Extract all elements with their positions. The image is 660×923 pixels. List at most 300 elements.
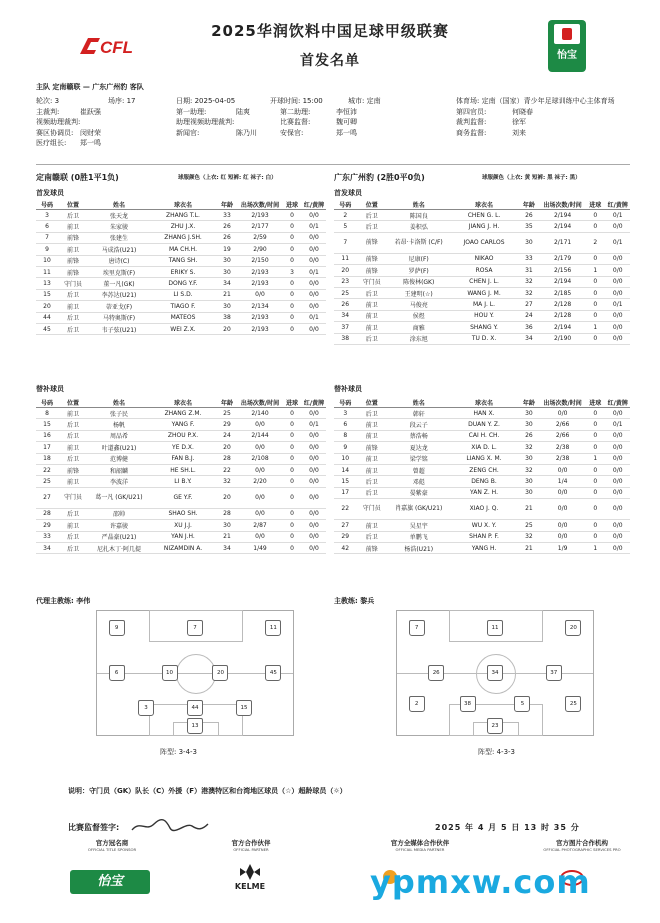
table-cell: 11 <box>36 266 58 277</box>
table-cell: 0 <box>282 542 302 553</box>
official-role: 商务监督: <box>456 128 487 137</box>
official-name: 闵财荣 <box>80 128 101 137</box>
table-cell: 陈国良 <box>387 210 450 221</box>
table-cell: 7 <box>334 232 356 253</box>
pitch-center-circle <box>176 654 216 694</box>
official-role: 第一助理: <box>176 107 207 116</box>
table-cell: YE D.X. <box>150 442 216 453</box>
table-cell: 侯煜 <box>387 310 450 321</box>
table-cell: 0/0 <box>540 531 585 542</box>
table-cell: 0/0 <box>605 464 630 475</box>
column-header: 进球 <box>282 398 302 408</box>
home-coach: 代理主教练: 李伟 <box>36 597 91 605</box>
player-shirt-icon: 10 <box>162 665 178 681</box>
column-header: 位置 <box>356 200 387 210</box>
table-cell: 13 <box>36 278 58 289</box>
table-cell: 2/128 <box>540 310 585 321</box>
table-row <box>36 278 326 289</box>
table-row <box>36 531 326 542</box>
table-cell: 0/0 <box>302 442 326 453</box>
table-cell: 0 <box>282 531 302 542</box>
away-starters-label: 首发球员 <box>334 189 362 197</box>
table-cell: 0/0 <box>605 333 630 344</box>
table-cell: 2/90 <box>238 244 282 255</box>
table-cell: 29 <box>334 531 356 542</box>
table-cell: 2 <box>585 232 605 253</box>
table-cell: 李波洋 <box>88 476 150 487</box>
table-cell: 前锋 <box>356 265 387 276</box>
home-lineup-pitch <box>96 610 294 736</box>
table-cell: 0/0 <box>605 276 630 287</box>
table-cell: 26 <box>216 221 238 232</box>
table-cell: 10 <box>334 453 356 464</box>
match-date: 日期: 2025-04-05 <box>176 97 236 105</box>
table-cell: 和韶麟 <box>88 464 150 475</box>
player-shirt-icon: 5 <box>514 696 530 712</box>
table-cell: WEI Z.X. <box>150 323 216 334</box>
table-cell: 11 <box>334 253 356 264</box>
table-cell: 25 <box>334 287 356 298</box>
column-header: 进球 <box>585 200 605 210</box>
table-cell: 后卫 <box>58 508 88 519</box>
table-row <box>334 210 630 221</box>
table-cell: 埃里克斯(F) <box>88 266 150 277</box>
table-cell: 后卫 <box>356 487 387 498</box>
city: 城市: 定南 <box>348 97 381 105</box>
table-cell: 0 <box>585 476 605 487</box>
sponsor-partner <box>196 838 306 852</box>
table-cell: 前卫 <box>356 464 387 475</box>
table-cell: 28 <box>216 508 238 519</box>
table-cell: 0/0 <box>302 487 326 508</box>
table-cell: 邓彪 <box>387 476 450 487</box>
table-cell: 0/0 <box>605 408 630 419</box>
column-header: 进球 <box>282 200 302 210</box>
table-cell: DUAN Y. Z. <box>450 419 517 430</box>
table-cell: 20 <box>216 323 238 334</box>
table-cell: 0 <box>282 255 302 266</box>
column-header: 球衣名 <box>450 398 517 408</box>
away-subs-label: 替补球员 <box>334 385 362 393</box>
column-header: 球衣名 <box>150 398 216 408</box>
table-cell: 严晶豪(U21) <box>88 531 150 542</box>
table-row <box>334 322 630 333</box>
player-shirt-icon: 20 <box>212 665 228 681</box>
table-cell: 前卫 <box>58 221 88 232</box>
table-cell: 0/0 <box>605 253 630 264</box>
player-shirt-icon: 37 <box>546 665 562 681</box>
table-cell: 0/0 <box>238 419 282 430</box>
table-cell: 2/193 <box>238 278 282 289</box>
table-cell: 0 <box>282 289 302 300</box>
table-cell: TANG SH. <box>150 255 216 266</box>
table-cell: 2/193 <box>238 266 282 277</box>
table-row <box>334 542 630 553</box>
table-cell: 0 <box>585 333 605 344</box>
table-cell: 0/0 <box>605 442 630 453</box>
column-header: 姓名 <box>88 200 150 210</box>
official-name: 郑一鸣 <box>80 139 101 147</box>
table-cell: 28 <box>36 508 58 519</box>
table-cell: 23 <box>334 276 356 287</box>
table-cell: 0 <box>282 487 302 508</box>
table-cell: MA J. L. <box>450 299 517 310</box>
table-cell: 前卫 <box>356 520 387 531</box>
table-cell: 曾超 <box>387 464 450 475</box>
table-cell: SHANG Y. <box>450 322 517 333</box>
table-cell: 6 <box>36 221 58 232</box>
table-cell: 前锋 <box>58 266 88 277</box>
table-cell: 马特奥斯(F) <box>88 312 150 323</box>
table-cell: 21 <box>216 531 238 542</box>
table-cell: 后卫 <box>356 210 387 221</box>
table-cell: TU D. X. <box>450 333 517 344</box>
table-cell: 16 <box>36 430 58 441</box>
official-name: 魏可卿 <box>336 118 357 126</box>
table-cell: 0 <box>585 221 605 232</box>
signature-label: 比赛监督签字: <box>68 823 120 832</box>
table-cell: 杨浩(U21) <box>387 542 450 553</box>
table-cell: JOAO CARLOS <box>450 232 517 253</box>
table-row <box>36 301 326 312</box>
table-cell: 0/0 <box>302 430 326 441</box>
column-header: 年龄 <box>518 200 540 210</box>
table-cell: 马成浩(U21) <box>88 244 150 255</box>
table-cell: 17 <box>334 487 356 498</box>
player-shirt-icon: 26 <box>428 665 444 681</box>
table-cell: 3 <box>36 210 58 221</box>
table-cell: 0/0 <box>302 531 326 542</box>
official-name: 徐军 <box>512 118 526 126</box>
table-cell: 前锋 <box>356 253 387 264</box>
column-header: 出场次数/时间 <box>238 398 282 408</box>
column-header: 姓名 <box>387 200 450 210</box>
table-cell: 0/1 <box>605 210 630 221</box>
table-cell: 前卫 <box>356 430 387 441</box>
table-cell: 2/20 <box>238 476 282 487</box>
table-cell: WANG J. M. <box>450 287 517 298</box>
table-cell: 0 <box>585 430 605 441</box>
table-cell: 前卫 <box>58 301 88 312</box>
game-number: 场序: 17 <box>108 97 136 105</box>
table-cell: ZHOU P.X. <box>150 430 216 441</box>
column-header: 号码 <box>36 398 58 408</box>
official-name: 郑一鸣 <box>336 128 357 137</box>
officials-row <box>36 138 630 149</box>
table-cell: 26 <box>334 299 356 310</box>
table-cell: NIKAO <box>450 253 517 264</box>
table-cell: 30 <box>216 301 238 312</box>
column-header: 红/黄牌 <box>605 200 630 210</box>
table-cell: 单鹏飞 <box>387 531 450 542</box>
table-cell: 王建明(☆) <box>387 287 450 298</box>
table-cell: 20 <box>36 301 58 312</box>
table-cell: 21 <box>518 542 540 553</box>
officials-row <box>36 117 630 128</box>
official-name: 陈乃川 <box>236 128 257 137</box>
table-row <box>334 265 630 276</box>
table-cell: 后卫 <box>356 531 387 542</box>
home-formation: 阵型: 3-4-3 <box>160 748 197 756</box>
table-cell: 李苏达(U21) <box>88 289 150 300</box>
table-row <box>334 520 630 531</box>
official-role: 助理视频助理裁判: <box>176 118 235 126</box>
official-name: 陆爽 <box>236 107 250 116</box>
official-role: 裁判监督: <box>456 118 487 126</box>
page-title: 2025华润饮料中国足球甲级联赛 <box>211 22 449 40</box>
table-cell: 马俊亮 <box>387 299 450 310</box>
table-cell: 0/0 <box>605 265 630 276</box>
table-row <box>36 419 326 430</box>
table-cell: 2/108 <box>238 453 282 464</box>
table-cell: 后卫 <box>356 221 387 232</box>
column-header: 红/黄牌 <box>303 202 325 209</box>
table-cell: 0 <box>282 232 302 243</box>
table-cell: 肖嘉旗 (GK/U21) <box>387 499 450 520</box>
player-shirt-icon: 2 <box>409 696 425 712</box>
table-cell: 前卫 <box>58 442 88 453</box>
table-cell: 38 <box>334 333 356 344</box>
table-cell: 0/0 <box>605 310 630 321</box>
player-shirt-icon: 15 <box>236 700 252 716</box>
table-cell: ZENG CH. <box>450 464 517 475</box>
kelme-logo: KELME <box>234 882 266 891</box>
table-cell: 30 <box>216 520 238 531</box>
table-cell: 段云子 <box>387 419 450 430</box>
table-cell: TIAGO F. <box>150 301 216 312</box>
table-cell: 罗萨(F) <box>387 265 450 276</box>
sponsor-badge <box>548 20 586 72</box>
table-cell: 2/193 <box>238 312 282 323</box>
table-cell: 董一凡(GK) <box>88 278 150 289</box>
table-cell: 0 <box>282 244 302 255</box>
table-row <box>36 289 326 300</box>
table-cell: 37 <box>334 322 356 333</box>
table-cell: 前卫 <box>356 310 387 321</box>
table-header-row <box>334 200 630 210</box>
table-cell: 张建生 <box>88 232 150 243</box>
table-cell: 0/0 <box>605 476 630 487</box>
column-header: 球衣名 <box>450 200 517 210</box>
player-shirt-icon: 6 <box>109 665 125 681</box>
table-row <box>36 430 326 441</box>
round: 轮次: 3 <box>36 97 60 105</box>
table-row <box>36 508 326 519</box>
player-shirt-icon: 11 <box>265 620 281 636</box>
away-starters-table <box>334 200 630 345</box>
table-cell: 2/144 <box>238 430 282 441</box>
table-cell: 0 <box>585 487 605 498</box>
column-header: 进球 <box>585 398 605 408</box>
table-row <box>36 453 326 464</box>
column-header: 年龄 <box>216 398 238 408</box>
table-cell: 9 <box>334 442 356 453</box>
table-cell: 32 <box>518 464 540 475</box>
table-cell: 2/128 <box>540 299 585 310</box>
player-shirt-icon: 20 <box>565 620 581 636</box>
table-cell: 0 <box>282 508 302 519</box>
table-cell: 张子民 <box>88 408 150 419</box>
table-cell: HAN X. <box>450 408 517 419</box>
official-role: 主裁判: <box>36 107 60 116</box>
table-cell: 0/0 <box>302 508 326 519</box>
table-cell: 0/1 <box>302 221 326 232</box>
official-role: 安保官: <box>280 128 304 137</box>
table-cell: 后卫 <box>58 531 88 542</box>
table-cell: 1 <box>585 542 605 553</box>
table-row <box>36 312 326 323</box>
table-cell: 0/1 <box>302 266 326 277</box>
table-cell: 2/134 <box>238 301 282 312</box>
column-header: 年龄 <box>216 200 238 210</box>
table-cell: 陈俊林(GK) <box>387 276 450 287</box>
stadium: 体育场: 定南（国家）青少年足球训练中心主体育场 <box>456 97 615 105</box>
legend: 说明：守门员（GK）队长（C）外援（F）港澳特区和台湾地区球员（☆）超龄球员（☼） <box>68 787 347 795</box>
table-cell: 1 <box>585 453 605 464</box>
table-row <box>334 333 630 344</box>
table-row <box>36 487 326 508</box>
table-header-row <box>334 398 630 408</box>
table-cell: 0 <box>585 408 605 419</box>
table-cell: 前卫 <box>356 322 387 333</box>
player-shirt-icon: 38 <box>460 696 476 712</box>
official-name: 李恒沛 <box>336 107 357 116</box>
table-cell: 21 <box>216 289 238 300</box>
table-cell: 33 <box>518 253 540 264</box>
match-info-row <box>36 96 630 107</box>
table-cell: 吴星宇 <box>387 520 450 531</box>
table-cell: 0 <box>282 520 302 531</box>
table-cell: XU J.J. <box>150 520 216 531</box>
sign-datetime: 2025 年 4 月 5 日 13 时 35 分 <box>435 823 580 832</box>
table-header-row <box>36 200 326 210</box>
table-cell: 2/194 <box>540 210 585 221</box>
player-shirt-icon: 7 <box>409 620 425 636</box>
table-row <box>334 408 630 419</box>
table-cell: 0/0 <box>540 487 585 498</box>
table-cell: 若昂·卡洛斯 (C/F) <box>387 232 450 253</box>
table-cell: 后卫 <box>356 476 387 487</box>
table-cell: 27 <box>36 487 58 508</box>
table-cell: 0/0 <box>302 210 326 221</box>
table-cell: 0 <box>585 442 605 453</box>
table-cell: 30 <box>216 266 238 277</box>
table-cell: LI B.Y. <box>150 476 216 487</box>
official-name: 崔跃强 <box>80 107 101 116</box>
column-header: 号码 <box>334 200 356 210</box>
sponsor-media-sub: OFFICIAL MEDIA PARTNER <box>395 847 445 852</box>
home-starters-label: 首发球员 <box>36 189 64 197</box>
table-cell: 8 <box>334 430 356 441</box>
table-cell: 1 <box>585 322 605 333</box>
page-subtitle: 首发名单 <box>300 53 360 69</box>
table-cell: 0 <box>282 442 302 453</box>
home-kit-colors: 球服颜色（上衣: 红 短裤: 红 袜子: 白） <box>178 175 277 181</box>
table-row <box>334 253 630 264</box>
table-row <box>334 310 630 321</box>
table-cell: 26 <box>216 232 238 243</box>
table-cell: 0/0 <box>302 408 326 419</box>
column-header: 号码 <box>36 200 58 210</box>
table-row <box>36 520 326 531</box>
table-cell: 26 <box>518 210 540 221</box>
table-cell: 26 <box>518 430 540 441</box>
table-row <box>36 266 326 277</box>
table-cell: 前锋 <box>356 542 387 553</box>
table-cell: 夏达龙 <box>387 442 450 453</box>
table-cell: 后卫 <box>356 408 387 419</box>
sponsor-title-label: 官方冠名商 <box>95 839 129 847</box>
table-cell: ZHU J.X. <box>150 221 216 232</box>
table-cell: 2 <box>334 210 356 221</box>
sponsor-media <box>350 838 490 852</box>
column-header: 年龄 <box>518 398 540 408</box>
table-cell: ZHANG J.SH. <box>150 232 216 243</box>
table-row <box>334 531 630 542</box>
supervisor-signature <box>130 818 210 834</box>
table-cell: 0/0 <box>605 287 630 298</box>
table-cell: 后卫 <box>58 430 88 441</box>
table-row <box>334 499 630 520</box>
watermark: ypmxw.com <box>370 863 591 901</box>
table-cell: 前锋 <box>356 232 387 253</box>
table-cell: 邵帅 <box>88 508 150 519</box>
table-cell: ERIKY S. <box>150 266 216 277</box>
table-cell: 15 <box>36 419 58 430</box>
table-cell: 2/193 <box>238 323 282 334</box>
table-cell: 21 <box>518 499 540 520</box>
away-coach: 主教练: 黎兵 <box>334 597 375 605</box>
table-row <box>36 442 326 453</box>
table-cell: 0/0 <box>238 531 282 542</box>
table-cell: 2/66 <box>540 430 585 441</box>
table-cell: 0/0 <box>605 520 630 531</box>
table-cell: 0 <box>282 221 302 232</box>
table-row <box>36 542 326 553</box>
table-cell: 后卫 <box>58 419 88 430</box>
table-cell: 0/1 <box>605 299 630 310</box>
table-cell: 28 <box>216 453 238 464</box>
table-cell: 0 <box>585 520 605 531</box>
table-cell: FAN B.J. <box>150 453 216 464</box>
table-cell: 1/49 <box>238 542 282 553</box>
table-row <box>334 476 630 487</box>
player-shirt-icon: 44 <box>187 700 203 716</box>
column-header: 姓名 <box>88 398 150 408</box>
table-row <box>36 408 326 419</box>
table-cell: 32 <box>518 287 540 298</box>
table-cell: 0 <box>585 419 605 430</box>
yibao-logo: 怡宝 <box>70 870 150 894</box>
table-cell: 0/0 <box>238 508 282 519</box>
sponsor-media-label: 官方全媒体合作伙伴 <box>390 839 450 847</box>
table-cell: 17 <box>36 442 58 453</box>
table-cell: 0/0 <box>238 289 282 300</box>
table-cell: 0 <box>282 408 302 419</box>
table-cell: 24 <box>518 310 540 321</box>
table-cell: DONG Y.F. <box>150 278 216 289</box>
column-header: 出场次数/时间 <box>238 200 282 210</box>
sponsor-photo-label: 官方图片合作机构 <box>556 839 608 847</box>
player-shirt-icon: 34 <box>487 665 503 681</box>
table-cell: 0/0 <box>238 464 282 475</box>
table-cell: 0/0 <box>605 221 630 232</box>
home-subs-label: 替补球员 <box>36 385 64 393</box>
table-cell: JIANG J. H. <box>450 221 517 232</box>
table-cell: ZHANG T.L. <box>150 210 216 221</box>
table-cell: 前卫 <box>58 520 88 531</box>
table-cell: 1/9 <box>540 542 585 553</box>
